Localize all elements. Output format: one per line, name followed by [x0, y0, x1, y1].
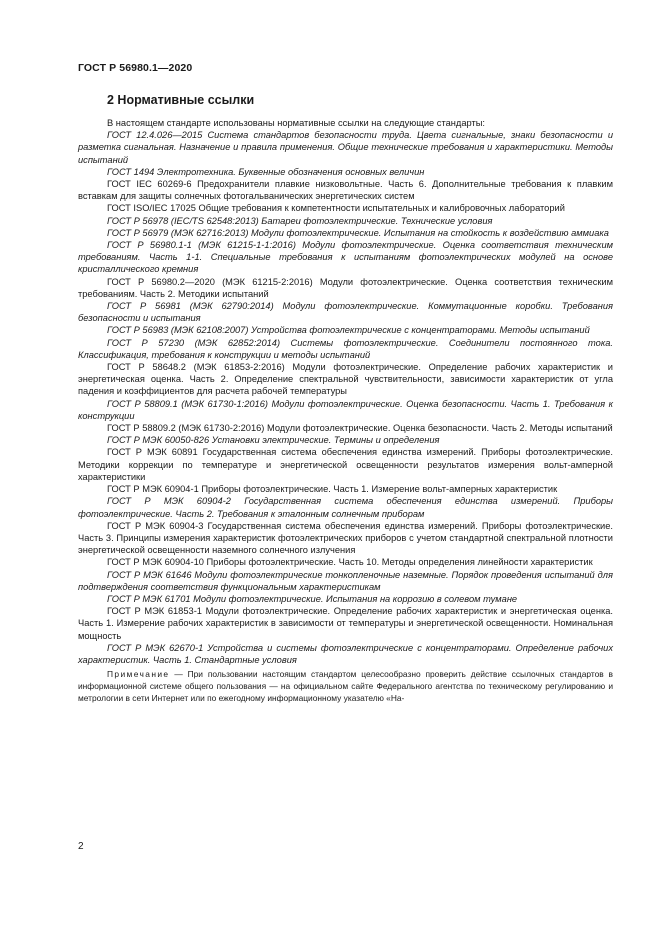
- reference-item: ГОСТ Р 56980.1-1 (МЭК 61215-1-1:2016) Модули фотоэлектрические. Оценка соответствия техническим требованиям. Часть 1-1. Специальные требования к испытаниям фотоэлектрических модулей на основе кристаллического кремния: [78, 240, 613, 275]
- reference-item: ГОСТ 1494 Электротехника. Буквенные обозначения основных величин: [107, 166, 425, 177]
- reference-list: [78, 117, 613, 704]
- reference-item: ГОСТ Р МЭК 61701 Модули фотоэлектрические. Испытания на коррозию в солевом тумане: [107, 593, 518, 604]
- reference-item: ГОСТ IEC 60269-6 Предохранители плавкие низковольтные. Часть 6. Дополнительные требования к плавким вставкам для защиты солнечных фотогальванических энергетических систем: [78, 179, 613, 202]
- reference-item: ГОСТ Р 58809.2 (МЭК 61730-2:2016) Модули фотоэлектрические. Оценка безопасности. Часть 2. Методы испытаний: [107, 423, 613, 434]
- note-label: Примечание: [107, 669, 170, 680]
- reference-item: ГОСТ Р МЭК 60904-2 Государственная система обеспечения единства измерений. Приборы фотоэлектрические. Часть 2. Требования к эталонным солнечным приборам: [78, 496, 613, 519]
- reference-item: ГОСТ Р 56979 (МЭК 62716:2013) Модули фотоэлектрические. Испытания на стойкость к воздействию аммиака: [107, 227, 609, 238]
- reference-item: ГОСТ Р 56983 (МЭК 62108:2007) Устройства фотоэлектрические с концентраторами. Методы испытаний: [107, 325, 590, 336]
- reference-item: ГОСТ Р МЭК 62670-1 Устройства и системы фотоэлектрические с концентраторами. Определение рабочих характеристик. Часть 1. Стандартные условия: [78, 642, 613, 665]
- reference-item: ГОСТ Р 58809.1 (МЭК 61730-1:2016) Модули фотоэлектрические. Оценка безопасности. Часть 1. Требования к конструкции: [78, 398, 613, 421]
- page-number: 2: [78, 841, 84, 852]
- reference-item: ГОСТ Р 58648.2 (МЭК 61853-2:2016) Модули фотоэлектрические. Определение рабочих характеристик и энергетическая оценка. Часть 2. Определение спектральной чувствительности, зависимости характеристик от угла падения и коэффициентов для расчета рабочей температуры: [78, 362, 613, 397]
- reference-item: ГОСТ Р МЭК 61853-1 Модули фотоэлектрические. Определение рабочих характеристик и энергетическая оценка. Часть 1. Измерение рабочих характеристик в зависимости от температуры и энергетической освещенности. Номинальная мощность: [78, 606, 613, 641]
- reference-item: ГОСТ Р 56978 (IEC/TS 62548:2013) Батареи фотоэлектрические. Технические условия: [107, 215, 493, 226]
- reference-item: ГОСТ 12.4.026—2015 Система стандартов безопасности труда. Цвета сигнальные, знаки безопасности и разметка сигнальная. Назначение и правила применения. Общие технические требования и характеристики. Методы испытаний: [78, 130, 613, 165]
- reference-item: ГОСТ ISO/IEC 17025 Общие требования к компетентности испытательных и калибровочных лабораторий: [107, 203, 565, 214]
- document-header: ГОСТ Р 56980.1—2020: [78, 62, 193, 74]
- reference-item: ГОСТ Р 57230 (МЭК 62852:2014) Системы фотоэлектрические. Соединители постоянного тока. Классификация, требования к конструкции и методы испытаний: [78, 337, 613, 360]
- reference-item: ГОСТ Р МЭК 60904-1 Приборы фотоэлектрические. Часть 1. Измерение вольт-амперных характеристик: [107, 484, 558, 495]
- section-title: 2 Нормативные ссылки: [107, 93, 255, 107]
- reference-item: ГОСТ Р 56981 (МЭК 62790:2014) Модули фотоэлектрические. Коммутационные коробки. Требования безопасности и испытания: [78, 301, 613, 324]
- reference-item: ГОСТ Р МЭК 60891 Государственная система обеспечения единства измерений. Приборы фотоэлектрические. Методики коррекции по температуре и энергетической освещенности результатов измерения вольт-амперной характеристики: [78, 447, 613, 482]
- note-text: — При пользовании настоящим стандартом целесообразно проверить действие ссылочных стандартов в информационной системе общего пользования — на официальном сайте Федерального агентства по техническому регулированию и метрологии в сети Интернет или по ежегодному информационному указателю «На-: [78, 669, 613, 704]
- intro-paragraph: В настоящем стандарте использованы нормативные ссылки на следующие стандарты:: [107, 118, 486, 128]
- note-paragraph: [78, 668, 613, 704]
- reference-item: ГОСТ Р 56980.2—2020 (МЭК 61215-2:2016) Модули фотоэлектрические. Оценка соответствия техническим требованиям. Часть 2. Методики испытаний: [78, 276, 613, 299]
- reference-item: ГОСТ Р МЭК 60904-3 Государственная система обеспечения единства измерений. Приборы фотоэлектрические. Часть 3. Принципы измерения характеристик фотоэлектрических приборов с учетом стандартной спектральной плотности энергетической освещенности наземного солнечного излучения: [78, 520, 613, 556]
- reference-item: ГОСТ Р МЭК 60904-10 Приборы фотоэлектрические. Часть 10. Методы определения линейности характеристик: [107, 557, 593, 568]
- reference-item: ГОСТ Р МЭК 61646 Модули фотоэлектрические тонкопленочные наземные. Порядок проведения испытаний для подтверждения соответствия функциональным характеристикам: [78, 569, 613, 592]
- reference-item: ГОСТ Р МЭК 60050-826 Установки электрические. Термины и определения: [107, 435, 440, 446]
